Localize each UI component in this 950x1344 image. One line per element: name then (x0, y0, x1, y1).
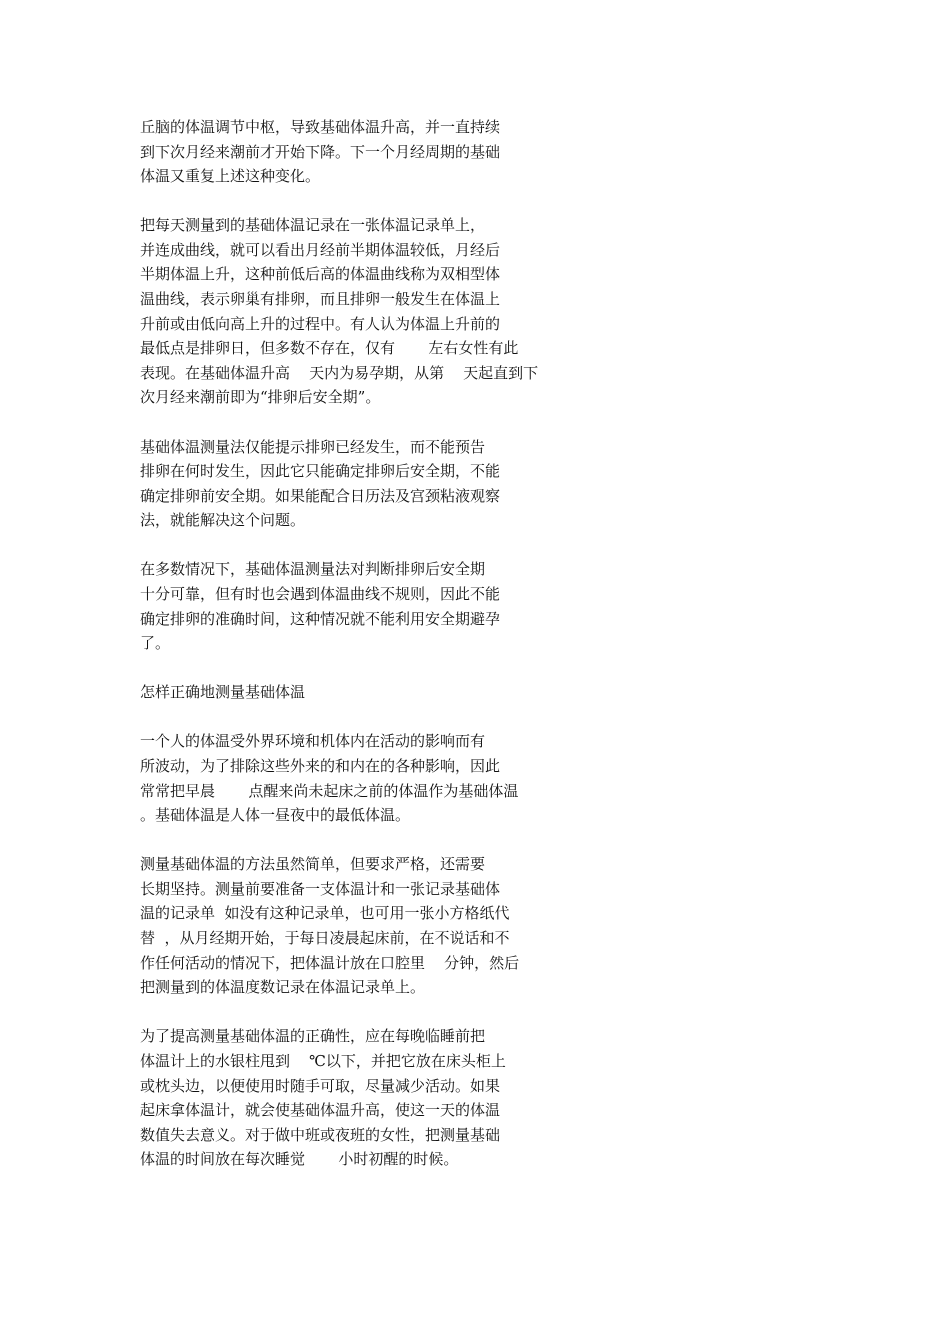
text-line: 并连成曲线，就可以看出月经前半期体温较低，月经后 (140, 240, 501, 259)
text-line: 排卵在何时发生，因此它只能确定排卵后安全期，不能 (140, 462, 501, 481)
text-line: 起床拿体温计，就会使基础体温升高，使这一天的体温 (140, 1101, 501, 1120)
text-line: 温的记录单 如没有这种记录单，也可用一张小方格纸代 (140, 904, 510, 923)
text-line: 数值失去意义。对于做中班或夜班的女性，把测量基础 (140, 1125, 501, 1144)
paragraph (140, 852, 600, 1000)
paragraph (140, 1024, 600, 1172)
text-line: 常常把早晨 点醒来尚未起床之前的体温作为基础体温 (140, 781, 519, 800)
text-line: 了。 (140, 634, 171, 653)
text-line: 作任何活动的情况下，把体温计放在口腔里 分钟，然后 (140, 953, 520, 972)
document-body (140, 115, 600, 1196)
text-line: 为了提高测量基础体温的正确性，应在每晚临睡前把 (140, 1027, 486, 1046)
text-line: 十分可靠，但有时也会遇到体温曲线不规则，因此不能 (140, 585, 501, 603)
text-line: 体温的时间放在每次睡觉 小时初醒的时候。 (140, 1150, 459, 1169)
text-line: 最低点是排卵日，但多数不存在，仅有 左右女性有此 (140, 339, 519, 358)
text-line: 温曲线，表示卵巢有排卵，而且排卵一般发生在体温上 (140, 290, 501, 309)
text-line: 半期体温上升，这种前低后高的体温曲线称为双相型体 (140, 265, 501, 284)
paragraph (140, 435, 600, 533)
text-line: 基础体温测量法仅能提示排卵已经发生，而不能预告 (140, 437, 486, 456)
paragraph (140, 729, 600, 827)
text-line: 确定排卵的准确时间，这种情况就不能利用安全期避孕 (140, 609, 501, 628)
paragraph (140, 115, 600, 189)
text-line: 长期坚持。测量前要准备一支体温计和一张记录基础体 (140, 879, 501, 898)
section-heading (140, 680, 600, 705)
text-line: 表现。在基础体温升高 天内为易孕期，从第 天起直到下 (140, 363, 539, 382)
text-line: 法，就能解决这个问题。 (140, 511, 306, 530)
text-line: 。基础体温是人体一昼夜中的最低体温。 (140, 806, 411, 825)
text-line: 在多数情况下，基础体温测量法对判断排卵后安全期 (140, 560, 486, 579)
text-line: 到下次月经来潮前才开始下降。下一个月经周期的基础 (140, 142, 501, 161)
paragraph (140, 213, 600, 410)
text-line: 或枕头边，以便使用时随手可取，尽量减少活动。如果 (140, 1076, 501, 1095)
text-line: 替 ，从月经期开始，于每日凌晨起床前，在不说话和不 (140, 929, 510, 948)
text-line: 次月经来潮前即为“排卵后安全期”。 (140, 388, 381, 407)
text-line: 体温计上的水银柱甩到 ℃以下，并把它放在床头柜上 (140, 1051, 506, 1070)
text-line: 怎样正确地测量基础体温 (140, 683, 306, 702)
paragraph (140, 557, 600, 655)
text-line: 所波动，为了排除这些外来的和内在的各种影响，因此 (140, 756, 501, 775)
text-line: 确定排卵前安全期。如果能配合日历法及宫颈粘液观察 (140, 486, 501, 505)
text-line: 测量基础体温的方法虽然简单，但要求严格，还需要 (140, 855, 486, 874)
text-line: 把每天测量到的基础体温记录在一张体温记录单上， (140, 216, 486, 235)
text-line: 把测量到的体温度数记录在体温记录单上。 (140, 978, 426, 997)
text-line: 丘脑的体温调节中枢，导致基础体温升高，并一直持续 (140, 118, 501, 136)
text-line: 升前或由低向高上升的过程中。有人认为体温上升前的 (140, 314, 501, 333)
text-line: 体温又重复上述这种变化。 (140, 167, 321, 186)
text-line: 一个人的体温受外界环境和机体内在活动的影响而有 (140, 732, 486, 751)
